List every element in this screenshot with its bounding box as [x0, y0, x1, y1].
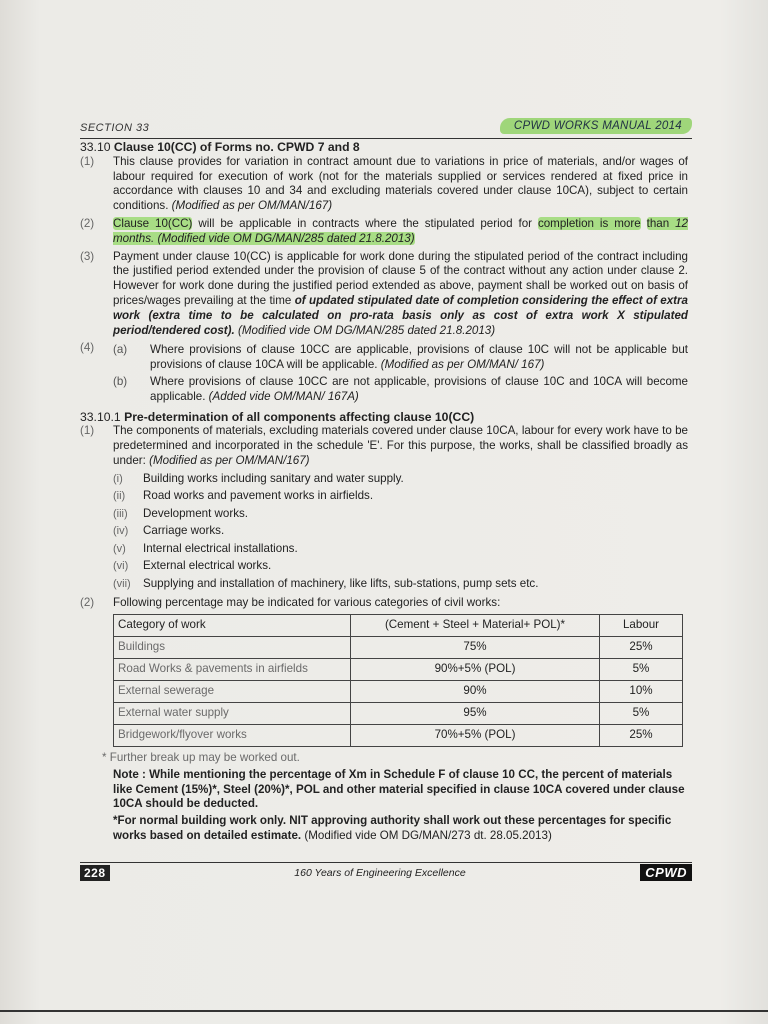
table-header-row — [114, 615, 683, 637]
paragraph-text: This clause provides for variation in contract amount due to variations in price of materials, and/or wages of labour required for execution of work (not for the materials supplied or services rendered at fixed price in accordance with clauses 10 and 34 and excluding materials covered under clause 10CA), subject to certain conditions. — [113, 154, 688, 213]
paragraph-q1 — [80, 424, 688, 468]
table-row — [114, 725, 683, 747]
modification-note: (Modified as per OM/MAN/167) — [171, 199, 333, 213]
list-item — [113, 507, 688, 525]
note-text — [113, 768, 688, 812]
page-header — [80, 118, 692, 139]
list-item — [113, 472, 688, 490]
list-item-numeral: (ii) — [113, 490, 126, 503]
list-item — [113, 542, 688, 560]
page-content — [80, 140, 688, 844]
list-item-numeral: (v) — [113, 542, 126, 555]
paragraph-text: will be applicable in contracts where the stipulated period for — [192, 216, 538, 230]
sub-clause-a — [113, 343, 688, 373]
list-item — [113, 524, 688, 542]
paragraph-1 — [80, 155, 688, 214]
table-cell: Buildings — [114, 637, 351, 659]
table-cell: 90%+5% (POL) — [351, 659, 600, 681]
scan-edge-line — [0, 1010, 768, 1012]
list-item-numeral: (iv) — [113, 525, 129, 538]
subsection-title: Pre-determination of all components affecting clause 10(CC) — [124, 409, 475, 424]
list-item-text: Building works including sanitary and water supply. — [143, 471, 404, 485]
paragraph-2 — [80, 217, 688, 247]
paragraph-4 — [80, 341, 688, 406]
note-2 — [113, 814, 688, 844]
table-cell: 75% — [351, 637, 600, 659]
list-item-text: Internal electrical installations. — [143, 541, 298, 555]
table-header: Category of work — [114, 615, 351, 637]
paragraph-number: (4) — [80, 341, 95, 355]
modification-note: (Modified vide OM DG/MAN/285 dated 21.8.2013) — [234, 323, 496, 337]
manual-title-badge: CPWD WORKS MANUAL 2014 — [500, 118, 692, 134]
list-item-numeral: (i) — [113, 472, 123, 485]
paragraph-text: The components of materials, excluding materials covered under clause 10CA, labour for every work have to be predetermined and incorporated in the schedule 'E'. For this purpose, the works, shall be classified broadly as under: — [113, 424, 688, 467]
note-bold: *For normal building work only. NIT approving authority shall work out these percentages for specific works based on detailed estimate. — [113, 814, 672, 843]
list-item — [113, 559, 688, 577]
modification-note: (Added vide OM/MAN/ 167A) — [205, 389, 359, 403]
list-item-text: Road works and pavement works in airfields. — [143, 489, 374, 503]
paragraph-number: (2) — [80, 216, 95, 230]
sub-clause-label: (b) — [113, 374, 128, 388]
table-cell: 10% — [600, 681, 683, 703]
modification-note: (Modified as per OM/MAN/ 167) — [377, 358, 545, 372]
section-number: 33.10 — [80, 140, 111, 154]
note-bold: Note : While mentioning the percentage of Xm in Schedule F of clause 10 CC, the percent of materials like Cement (15%)*, Steel (20%)*, POL and other material specified in clause 10CA covered under clause 10CA should be deducted. — [113, 767, 685, 811]
list-item-text: External electrical works. — [143, 559, 272, 573]
modification-note: (Modified as per OM/MAN/167) — [145, 453, 310, 467]
page-footer — [80, 862, 692, 885]
sub-clause-text: Where provisions of clause 10CC are applicable, provisions of clause 10C will not be applicable but provisions of clause 10CA will be applicable. — [150, 343, 688, 372]
list-item-text: Supplying and installation of machinery, like lifts, sub-stations, pump sets etc. — [143, 576, 539, 590]
table-cell: 95% — [351, 703, 600, 725]
footnote-star: * Further break up may be worked out. — [102, 751, 300, 765]
paragraph-number: (1) — [80, 424, 95, 438]
paragraph-number: (2) — [80, 596, 95, 610]
paragraph-3 — [80, 250, 688, 339]
table-row — [114, 637, 683, 659]
page-number: 228 — [80, 865, 110, 881]
table-cell: Bridgework/flyover works — [114, 725, 351, 747]
paragraph-text: Following percentage may be indicated for various categories of civil works: — [113, 596, 501, 610]
table-cell: 90% — [351, 681, 600, 703]
sub-clause-text: Where provisions of clause 10CC are not applicable, provisions of clause 10C and 10CA will become applicable. — [150, 374, 688, 403]
list-item — [113, 577, 688, 595]
sub-clause-b — [113, 375, 688, 405]
subsection-heading — [80, 410, 688, 425]
list-item-text: Carriage works. — [143, 524, 225, 538]
bold-italic-text: of updated stipulated date of completion considering the effect of extra work (extra time to be calculated on pro-rata basis only as cost of extra work X stipulated period/tendered cost). — [113, 293, 689, 337]
list-item — [113, 489, 688, 507]
table-cell: External sewerage — [114, 681, 351, 703]
highlight-than: than — [646, 216, 676, 230]
highlight-months: 12 months. — [113, 216, 688, 245]
table-cell: 25% — [600, 725, 683, 747]
table-cell: 5% — [600, 703, 683, 725]
table-cell: 70%+5% (POL) — [351, 725, 600, 747]
table-header: (Cement + Steel + Material+ POL)* — [351, 615, 600, 637]
list-item-numeral: (iii) — [113, 507, 128, 520]
list-item-text: Development works. — [143, 506, 249, 520]
highlight-clause: Clause 10(CC) — [113, 216, 193, 230]
table-cell: 25% — [600, 637, 683, 659]
paragraph-number: (1) — [80, 154, 95, 168]
section-title: Clause 10(CC) of Forms no. CPWD 7 and 8 — [113, 140, 360, 154]
highlight-completion: completion is more — [537, 216, 641, 230]
category-percentage-table — [113, 614, 683, 747]
table-cell: 5% — [600, 659, 683, 681]
cpwd-logo: CPWD — [640, 864, 692, 881]
subsection-number: 33.10.1 — [80, 409, 121, 424]
sub-clause-label: (a) — [113, 343, 128, 357]
table-row — [114, 703, 683, 725]
modification-note: (Modified vide OM DG/MAN/273 dt. 28.05.2013) — [301, 829, 552, 843]
paragraph-text: Payment under clause 10(CC) is applicable for work done during the stipulated period of the contract including the justified period extended under the provision of clause 5 of the contract without any action under clause 2. However for work done during the justified period extended as above, payment shall be worked out on basis of prices/wages prevailing at the time — [113, 249, 688, 307]
paragraph-number: (3) — [80, 249, 95, 263]
table-cell: External water supply — [114, 703, 351, 725]
section-heading — [80, 140, 688, 155]
section-label: SECTION 33 — [80, 122, 150, 134]
table-header: Labour — [600, 615, 683, 637]
table-cell: Road Works & pavements in airfields — [114, 659, 351, 681]
table-row — [114, 681, 683, 703]
list-item-numeral: (vi) — [113, 560, 129, 573]
list-item-numeral: (vii) — [113, 577, 131, 590]
modification-note: (Modified vide OM DG/MAN/285 dated 21.8.2013) — [154, 231, 415, 245]
table-row — [114, 659, 683, 681]
footer-tagline: 160 Years of Engineering Excellence — [294, 867, 466, 879]
works-category-list — [113, 472, 688, 595]
paragraph-q2 — [80, 596, 688, 611]
